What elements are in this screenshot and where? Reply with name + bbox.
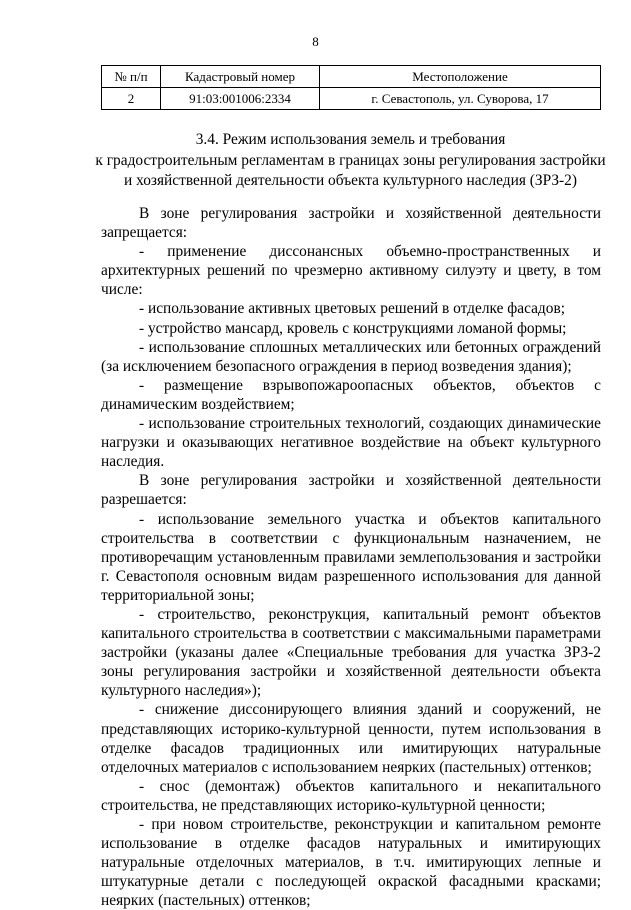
list-item: - применение диссонансных объемно-пространственных и архитектурных решений по чрезмерно активному силуэту и цвету, в том числе: bbox=[101, 243, 601, 299]
table-header-cell: № п/п bbox=[102, 66, 161, 88]
table-header-cell: Местоположение bbox=[320, 66, 601, 88]
list-item: - при новом строительстве, реконструкции и капитальном ремонте использование в отделке фасадов натуральных и имитирующих натуральные отделочных материалов, в т.ч. имитирующих лепные и штукатурные детали с последующей окраской фасадными красками; неярких (пастельных) оттенков; bbox=[101, 816, 601, 910]
list-item: - снос (демонтаж) объектов капитального и некапитального строительства, не представляющих историко-культурной ценности; bbox=[101, 777, 601, 814]
cadastral-table bbox=[101, 65, 601, 110]
heading-line: и хозяйственной деятельности объекта культурного наследия (ЗРЗ-2) bbox=[124, 172, 577, 189]
table-cell: г. Севастополь, ул. Суворова, 17 bbox=[320, 88, 601, 110]
table-header-cell: Кадастровый номер bbox=[161, 66, 320, 88]
list-item: - строительство, реконструкция, капитальный ремонт объектов капитального строительства в соответствии с максимальными параметрами застройки (указаны далее «Специальные требования для участка ЗРЗ-2 зоны регулирования застройки и хозяйственной деятельности объекта культурного наследия»); bbox=[101, 605, 601, 700]
list-item: - устройство мансард, кровель с конструкциями ломаной формы; bbox=[139, 319, 567, 337]
paragraph: В зоне регулирования застройки и хозяйственной деятельности запрещается: bbox=[101, 205, 601, 242]
heading-line: 3.4. Режим использования земель и требования bbox=[195, 131, 506, 148]
list-item: - использование земельного участка и объектов капитального строительства в соответствии с функциональным назначением, не противоречащим установленным правилами землепользования и застройки г. Севастополя основным видам разрешенного использования для данной территориальной зоны; bbox=[101, 510, 601, 604]
table-cell: 2 bbox=[102, 88, 161, 110]
table-cell: 91:03:001006:2334 bbox=[161, 88, 320, 110]
table-row bbox=[102, 88, 601, 110]
page-number: 8 bbox=[312, 34, 319, 49]
list-item: - снижение диссонирующего влияния зданий и сооружений, не представляющих историко-культурной ценности, путем использования в отделке фасадов традиционных или имитирующих натуральные отделочных материалов с использованием неярких (пастельных) оттенков; bbox=[101, 701, 601, 776]
heading-line: к градостроительным регламентам в границах зоны регулирования застройки bbox=[95, 151, 606, 169]
list-item: - использование сплошных металлических или бетонных ограждений (за исключением безопасного ограждения в период возведения здания); bbox=[101, 338, 601, 375]
table-header-row bbox=[102, 66, 601, 88]
list-item: - использование строительных технологий, создающих динамические нагрузки и оказывающих негативное воздействие на объект культурного наследия. bbox=[101, 415, 601, 471]
paragraph: В зоне регулирования застройки и хозяйственной деятельности разрешается: bbox=[101, 472, 601, 509]
section-heading bbox=[88, 130, 613, 192]
list-item: - размещение взрывопожароопасных объектов, объектов с динамическим воздействием; bbox=[101, 376, 601, 413]
document-body bbox=[101, 204, 601, 910]
list-item: - использование активных цветовых решений в отделке фасадов; bbox=[139, 300, 565, 318]
